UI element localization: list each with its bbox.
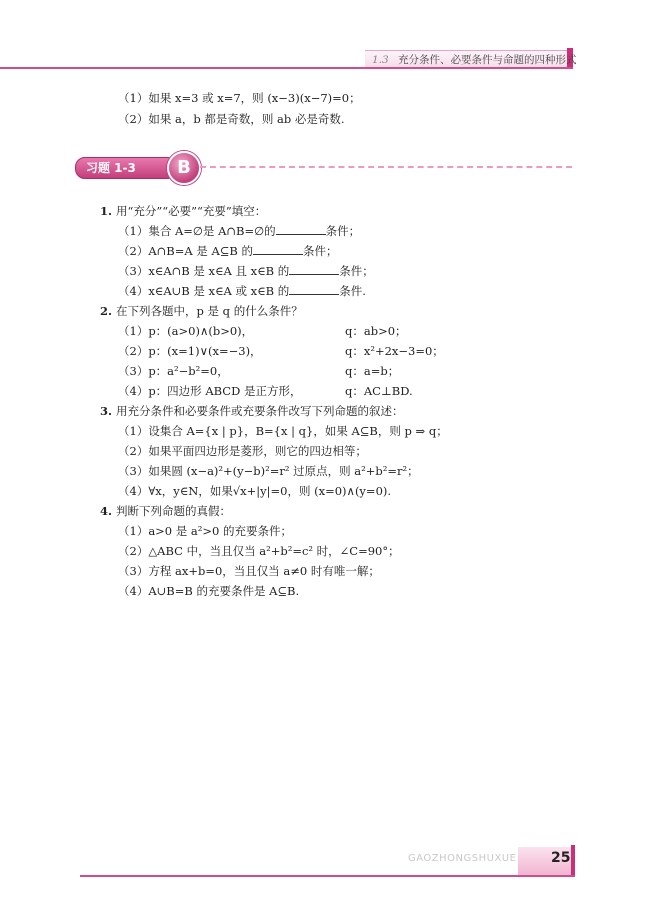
section-number: 1.3 xyxy=(372,54,389,66)
answer-blank xyxy=(253,244,303,255)
q4-item-2: （2）△ABC 中，当且仅当 a²+b²=c² 时，∠C=90°； xyxy=(118,544,400,558)
exercise-level-badge: B xyxy=(167,151,201,185)
q3-item-2: （2）如果平面四边形是菱形，则它的四边相等； xyxy=(118,444,367,458)
q3-item-4: （4）∀x，y∈N，如果√x+|y|=0，则 (x=0)∧(y=0). xyxy=(118,484,392,498)
footer-watermark: GAOZHONGSHUXUE xyxy=(408,853,517,864)
section-title: 充分条件、必要条件与命题的四种形式 xyxy=(398,54,577,66)
q3-stem: 用充分条件和必要条件或充要条件改写下列命题的叙述： xyxy=(116,404,404,418)
q2-number: 2. xyxy=(100,304,113,318)
q2-p-1: （1）p：(a>0)∧(b>0)， xyxy=(118,324,254,338)
answer-blank xyxy=(289,284,339,295)
answer-blank xyxy=(289,264,339,275)
q2-q-4: q：AC⊥BD. xyxy=(345,384,413,398)
footer-rule xyxy=(80,875,575,877)
q4-item-3: （3）方程 ax+b=0，当且仅当 a≠0 时有唯一解； xyxy=(118,564,380,578)
q2-q-3: q：a=b； xyxy=(345,364,400,378)
q2-p-2: （2）p：(x=1)∨(x=−3)， xyxy=(118,344,262,358)
q3-item-3: （3）如果圆 (x−a)²+(y−b)²=r² 过原点，则 a²+b²=r²； xyxy=(118,464,419,478)
dashed-rule xyxy=(200,166,572,168)
q1-number: 1. xyxy=(100,204,113,218)
running-header xyxy=(372,52,577,67)
top-line-1: （1）如果 x=3 或 x=7，则 (x−3)(x−7)=0； xyxy=(118,91,361,105)
q1-stem: 用“充分”“必要”“充要”填空： xyxy=(116,204,267,218)
q2-q-2: q：x²+2x−3=0； xyxy=(345,344,444,358)
q4-item-1: （1）a>0 是 a²>0 的充要条件； xyxy=(118,524,293,538)
q2-q-1: q：ab>0； xyxy=(345,324,407,338)
footer-accent-tab xyxy=(571,845,575,875)
q1-item-2: （2）A∩B=A 是 A⊆B 的 条件； xyxy=(118,244,338,258)
q1-item-4: （4）x∈A∪B 是 x∈A 或 x∈B 的 条件. xyxy=(118,284,366,298)
page-number: 25 xyxy=(551,850,571,866)
answer-blank xyxy=(276,224,326,235)
q2-p-4: （4）p：四边形 ABCD 是正方形， xyxy=(118,384,302,398)
exercise-badge: 习题 1-3 xyxy=(75,157,177,179)
q4-item-4: （4）A∪B=B 的充要条件是 A⊆B. xyxy=(118,584,300,598)
header-rule xyxy=(0,67,573,69)
top-line-2: （2）如果 a，b 都是奇数，则 ab 必是奇数. xyxy=(118,112,345,126)
q3-item-1: （1）设集合 A={x | p}，B={x | q}，如果 A⊆B，则 p ⇒ q； xyxy=(118,424,448,438)
q3-number: 3. xyxy=(100,404,113,418)
q2-stem: 在下列各题中，p 是 q 的什么条件？ xyxy=(116,304,303,318)
q1-item-3: （3）x∈A∩B 是 x∈A 且 x∈B 的 条件； xyxy=(118,264,374,278)
q2-p-3: （3）p：a²−b²=0， xyxy=(118,364,229,378)
q1-item-1: （1）集合 A=∅是 A∩B=∅的 条件； xyxy=(118,224,361,238)
q4-number: 4. xyxy=(100,504,113,518)
q4-stem: 判断下列命题的真假： xyxy=(116,504,231,518)
